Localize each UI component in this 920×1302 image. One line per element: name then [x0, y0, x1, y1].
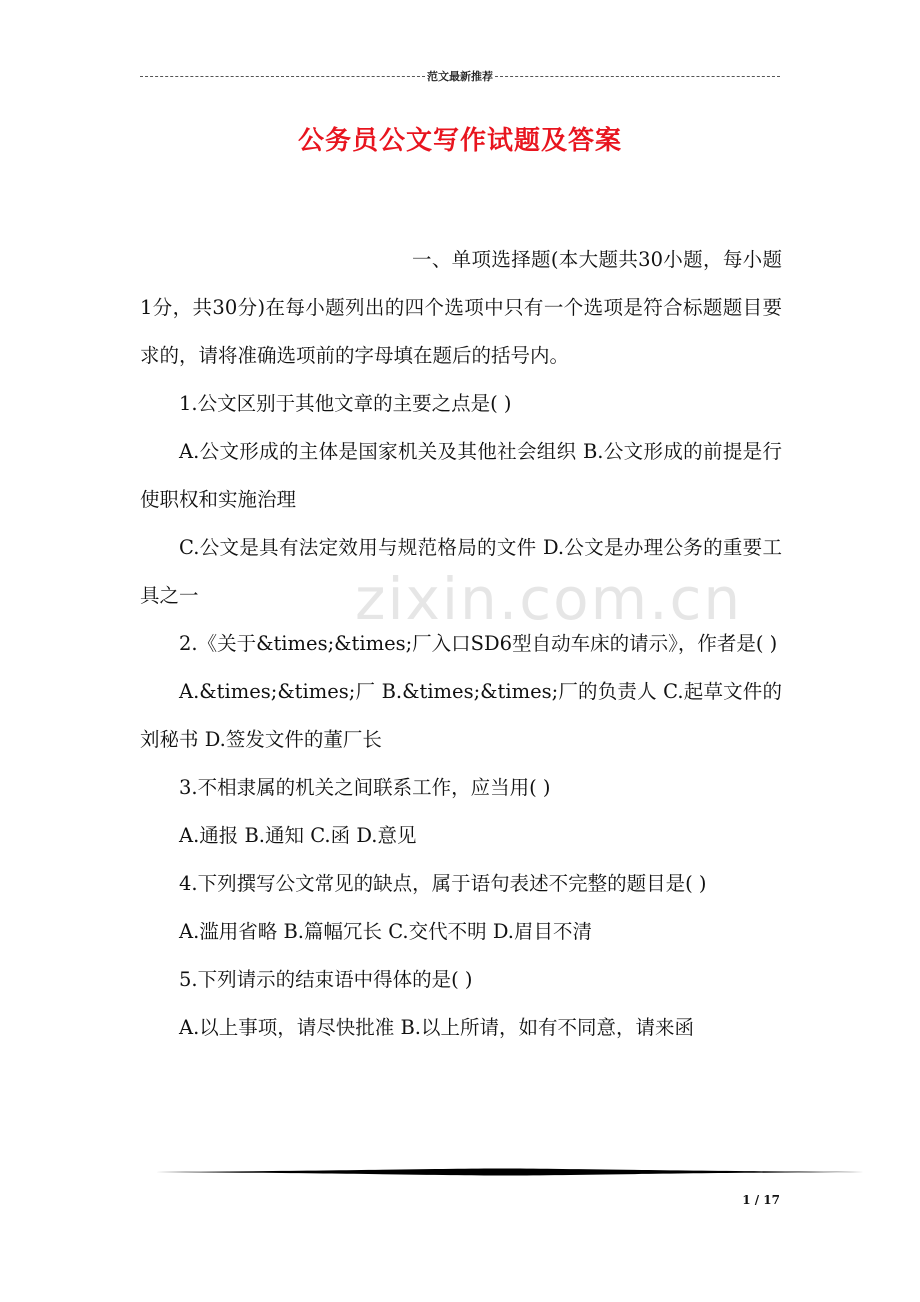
question-3-options: A.通报 B.通知 C.函 D.意见 [179, 824, 417, 847]
footer-rule [140, 1168, 864, 1176]
watermark: zixin.com.cn [355, 565, 743, 633]
question-2: 2.《关于&times;&times;厂入口SD6型自动车床的请示》，作者是( ) [179, 632, 778, 655]
question-5-options: A.以上事项，请尽快批准 B.以上所请，如有不同意，请来函 [179, 1016, 695, 1039]
header-dash-right [495, 76, 780, 77]
question-4-options: A.滥用省略 B.篇幅冗长 C.交代不明 D.眉目不清 [179, 920, 592, 943]
question-1: 1.公文区别于其他文章的主要之点是( ) [179, 392, 512, 415]
question-1-options-cd: C.公文是具有法定效用与规范格局的文件 D.公文是办理公务的重要工具之一 [140, 536, 782, 607]
question-2-options: A.&times;&times;厂 B.&times;&times;厂的负责人 C.起草文件的刘秘书 D.签发文件的董厂长 [140, 680, 782, 751]
question-3: 3.不相隶属的机关之间联系工作，应当用( ) [179, 776, 551, 799]
question-4: 4.下列撰写公文常见的缺点，属于语句表述不完整的题目是( ) [179, 872, 707, 895]
question-5: 5.下列请示的结束语中得体的是( ) [179, 968, 473, 991]
header-dash-left [140, 76, 425, 77]
section-intro-paragraph: 一、单项选择题(本大题共30小题，每小题1分，共30分)在每小题列出的四个选项中只有一个选项是符合标题题目要求的，请将准确选项前的字母填在题后的括号内。 [140, 248, 782, 367]
document-title: 公务员公文写作试题及答案 [297, 126, 622, 156]
page-indicator: 1 / 17 [742, 1193, 780, 1207]
question-1-options-ab: A.公文形成的主体是国家机关及其他社会组织 B.公文形成的前提是行使职权和实施治理 [140, 440, 782, 511]
page-header [140, 68, 780, 84]
document-body [140, 236, 782, 1052]
header-label: 范文最新推荐 [427, 70, 493, 83]
